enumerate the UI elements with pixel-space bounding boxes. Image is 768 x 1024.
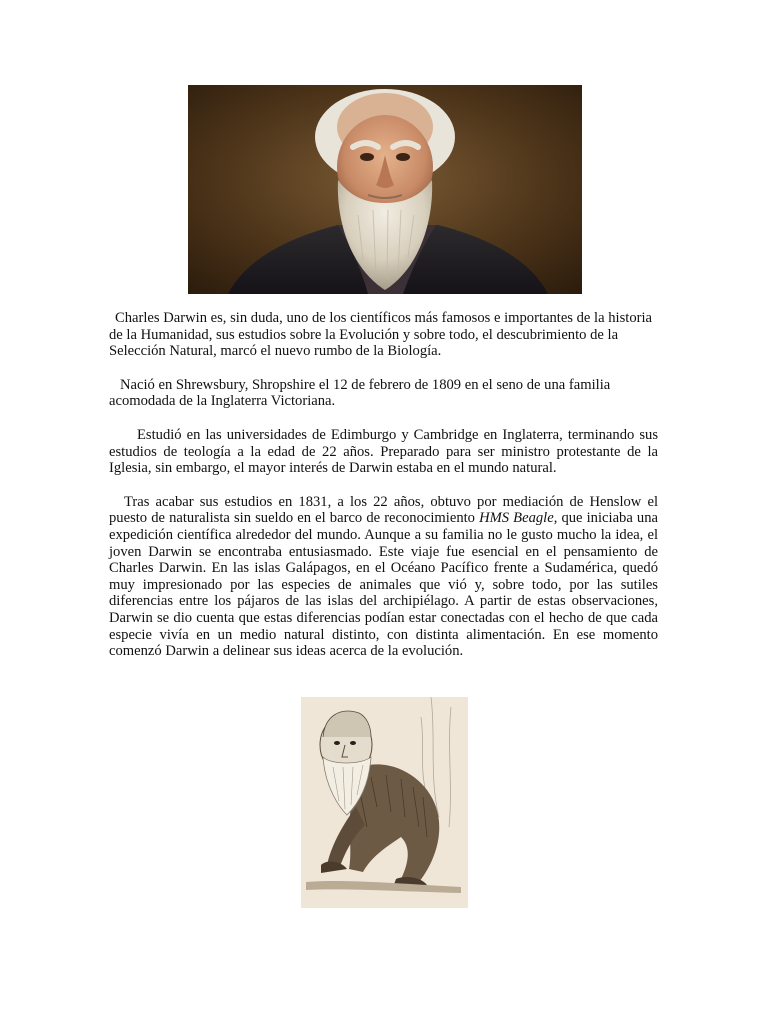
darwin-portrait-image xyxy=(188,85,582,294)
paragraph-studies: Estudió en las universidades de Edimburgo y Cambridge en Inglaterra, terminando sus estudios de teología a la edad de 22 años. Preparado para ser ministro protestante de la Iglesia, sin embargo, el mayor interés de Darwin estaba en el mundo natural. xyxy=(109,426,658,477)
darwin-ape-caricature-image xyxy=(301,697,468,908)
paragraph-intro: Charles Darwin es, sin duda, uno de los científicos más famosos e importantes de la historia de la Humanidad, sus estudios sobre la Evolución y sobre todo, el descubrimiento de la Selección Natural, marcó el nuevo rumbo de la Biología. xyxy=(109,310,653,360)
voyage-text-end: , que iniciaba una expedición científica alrededor del mundo. Aunque a su familia no le gusto mucho la idea, el joven Darwin se encontraba entusiasmado. Este viaje fue esencial en el pensamiento de Charles Darwin. En las islas Galápagos, en el Océano Pacífico frente a Sudamérica, quedó muy impresionado por las especies de animales que vió y, sobre todo, por las sutiles diferencias entre los pájaros de las islas del archipiélago. A partir de estas observaciones, Darwin se dio cuenta que estas diferencias podían estar conectadas con el hecho de que cada especie vivía en un medio natural distinto, con distinta alimentación. En ese momento comenzó Darwin a delinear sus ideas acerca de la evolución. xyxy=(109,510,658,660)
paragraph-voyage xyxy=(109,494,658,660)
article-body xyxy=(109,310,658,677)
voyage-text-start: Tras acabar sus estudios en 1831, a los 22 años, obtuvo por mediación de Henslow el puesto de naturalista sin sueldo en el barco de reconocimiento xyxy=(109,493,658,527)
paragraph-birth: Nació en Shrewsbury, Shropshire el 12 de febrero de 1809 en el seno de una familia acomodada de la Inglaterra Victoriana. xyxy=(109,376,611,410)
ship-name: HMS Beagle xyxy=(479,510,554,527)
portrait-illustration xyxy=(188,85,582,294)
caricature-illustration xyxy=(301,697,468,908)
